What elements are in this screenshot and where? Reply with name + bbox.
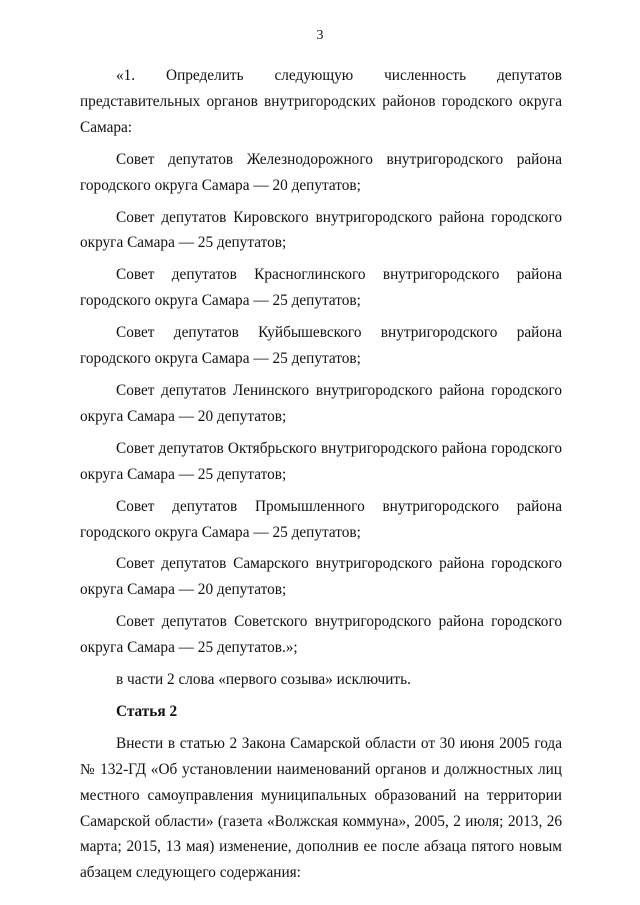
paragraph-krasnoglinsky: Совет депутатов Красноглинского внутригородского района городского округа Самара — 25 депутатов; bbox=[80, 266, 562, 310]
paragraph-amend-law: Внести в статью 2 Закона Самарской области от 30 июня 2005 года № 132-ГД «Об установлении наименований органов и должностных лиц местного самоуправления муниципальных образований на территории Самарской области» (газета «Волжская коммуна», 2005, 2 июля; 2013, 26 марта; 2015, 13 мая) изменение, дополнив ее после абзаца пятого новым абзацем следующего содержания: bbox=[80, 734, 562, 882]
page-number: 3 bbox=[316, 28, 324, 43]
paragraph-sovetsky: Совет депутатов Советского внутригородского района городского округа Самара — 25 депутатов.»; bbox=[80, 613, 562, 657]
paragraph-kirovsky: Совет депутатов Кировского внутригородского района городского округа Самара — 25 депутатов; bbox=[80, 208, 562, 252]
paragraph-samarsky: Совет депутатов Самарского внутригородского района городского округа Самара — 20 депутатов; bbox=[80, 555, 562, 599]
paragraph-promyshlenny: Совет депутатов Промышленного внутригородского района городского округа Самара — 25 депутатов; bbox=[80, 497, 562, 541]
article-2-heading: Статья 2 bbox=[116, 702, 178, 720]
paragraph-oktyabrsky: Совет депутатов Октябрьского внутригородского района городского округа Самара — 25 депутатов; bbox=[80, 439, 562, 483]
document-body bbox=[80, 63, 562, 886]
paragraph-zheleznodorozhny: Совет депутатов Железнодорожного внутригородского района городского округа Самара — 20 депутатов; bbox=[80, 150, 562, 194]
paragraph-kuibyshevsky: Совет депутатов Куйбышевского внутригородского района городского округа Самара — 25 депутатов; bbox=[80, 324, 562, 368]
paragraph-part-2-amendment: в части 2 слова «первого созыва» исключить. bbox=[116, 671, 411, 689]
paragraph-leninsky: Совет депутатов Ленинского внутригородского района городского округа Самара — 20 депутатов; bbox=[80, 381, 562, 425]
paragraph-determine-numbers: «1. Определить следующую численность депутатов представительных органов внутригородских районов городского округа Самара: bbox=[80, 67, 562, 136]
